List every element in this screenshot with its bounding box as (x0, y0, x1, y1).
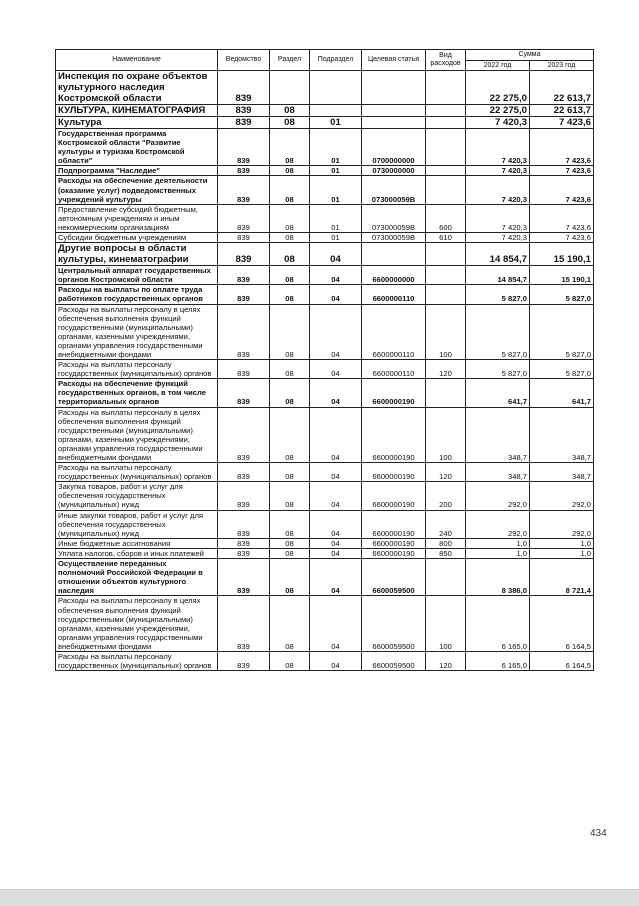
cell-name: Расходы на выплаты персоналу в целях обеспечения выполнения функций государственными (муниципальными) органами, казенными учреждениями, органами управления государственными внебюджетными фондами (56, 407, 218, 463)
cell-sum-2022: 348,7 (466, 463, 530, 482)
cell-section: 08 (270, 176, 310, 204)
table-row (56, 204, 594, 232)
cell-target-article: 6600000110 (362, 285, 426, 304)
cell-subsection: 01 (310, 129, 362, 166)
cell-sum-2022: 1,0 (466, 538, 530, 548)
cell-department: 839 (218, 538, 270, 548)
cell-target-article: 6600059500 (362, 559, 426, 596)
cell-subsection: 01 (310, 166, 362, 176)
table-row (56, 651, 594, 670)
cell-name: Расходы на выплаты персоналу в целях обеспечения выполнения функций государственными (муниципальными) органами, казенными учреждениями, органами управления государственными внебюджетными фондами (56, 304, 218, 360)
cell-department: 839 (218, 285, 270, 304)
cell-sum-2023: 22 613,7 (530, 71, 594, 105)
cell-name: Расходы на обеспечение функций государственных органов, в том числе территориальных органов (56, 379, 218, 407)
cell-section: 08 (270, 482, 310, 510)
cell-expense-kind: 120 (426, 360, 466, 379)
table-row (56, 596, 594, 652)
budget-table-container (55, 49, 593, 671)
cell-sum-2022: 6 165,0 (466, 651, 530, 670)
cell-section: 08 (270, 285, 310, 304)
cell-sum-2022: 292,0 (466, 482, 530, 510)
cell-target-article (362, 71, 426, 105)
cell-section: 08 (270, 117, 310, 129)
cell-sum-2022: 6 165,0 (466, 596, 530, 652)
cell-department: 839 (218, 651, 270, 670)
cell-sum-2023: 641,7 (530, 379, 594, 407)
cell-expense-kind (426, 117, 466, 129)
cell-name: Расходы на выплаты персоналу государственных (муниципальных) органов (56, 360, 218, 379)
cell-expense-kind (426, 105, 466, 117)
cell-subsection: 04 (310, 285, 362, 304)
cell-target-article: 073000059В (362, 204, 426, 232)
cell-subsection: 04 (310, 243, 362, 266)
cell-target-article: 6600000190 (362, 463, 426, 482)
cell-target-article: 073000059В (362, 233, 426, 243)
cell-subsection: 04 (310, 596, 362, 652)
cell-expense-kind (426, 559, 466, 596)
cell-section: 08 (270, 407, 310, 463)
header-year-2023: 2023 год (530, 61, 594, 71)
cell-sum-2023: 1,0 (530, 548, 594, 558)
cell-expense-kind: 610 (426, 233, 466, 243)
cell-subsection (310, 71, 362, 105)
cell-name: Расходы на выплаты по оплате труда работников государственных органов (56, 285, 218, 304)
cell-target-article: 6600000190 (362, 538, 426, 548)
cell-department: 839 (218, 379, 270, 407)
cell-expense-kind: 240 (426, 510, 466, 538)
cell-department: 839 (218, 548, 270, 558)
cell-section: 08 (270, 651, 310, 670)
cell-department: 839 (218, 204, 270, 232)
table-row (56, 463, 594, 482)
table-row (56, 548, 594, 558)
table-row (56, 243, 594, 266)
cell-section: 08 (270, 463, 310, 482)
page-number: 434 (590, 828, 607, 839)
cell-section: 08 (270, 233, 310, 243)
cell-department: 839 (218, 71, 270, 105)
table-row (56, 105, 594, 117)
header-year-2022: 2022 год (466, 61, 530, 71)
cell-expense-kind (426, 266, 466, 285)
cell-target-article: 0700000000 (362, 129, 426, 166)
cell-sum-2023: 348,7 (530, 407, 594, 463)
cell-sum-2023: 5 827,0 (530, 360, 594, 379)
cell-target-article: 073000059В (362, 176, 426, 204)
cell-sum-2022: 14 854,7 (466, 243, 530, 266)
cell-sum-2022: 8 386,0 (466, 559, 530, 596)
cell-sum-2022: 7 420,3 (466, 233, 530, 243)
cell-subsection: 01 (310, 176, 362, 204)
table-row (56, 71, 594, 105)
cell-section: 08 (270, 243, 310, 266)
cell-subsection: 04 (310, 651, 362, 670)
cell-expense-kind: 120 (426, 463, 466, 482)
cell-name: Иные закупки товаров, работ и услуг для обеспечения государственных (муниципальных) нужд (56, 510, 218, 538)
header-target-article: Целевая статья (362, 50, 426, 71)
cell-name: Предоставление субсидий бюджетным, автономным учреждениям и иным некоммерческим организациям (56, 204, 218, 232)
cell-sum-2023: 7 423,6 (530, 176, 594, 204)
cell-sum-2022: 22 275,0 (466, 71, 530, 105)
cell-sum-2023: 6 164,5 (530, 596, 594, 652)
cell-section: 08 (270, 596, 310, 652)
cell-department: 839 (218, 482, 270, 510)
cell-name: Инспекция по охране объектов культурного наследия Костромской области (56, 71, 218, 105)
cell-name: Другие вопросы в области культуры, кинематографии (56, 243, 218, 266)
cell-target-article: 6600000110 (362, 304, 426, 360)
cell-target-article (362, 117, 426, 129)
cell-name: КУЛЬТУРА, КИНЕМАТОГРАФИЯ (56, 105, 218, 117)
cell-sum-2023: 5 827,0 (530, 304, 594, 360)
cell-expense-kind (426, 379, 466, 407)
table-row (56, 304, 594, 360)
cell-subsection: 04 (310, 559, 362, 596)
cell-expense-kind (426, 176, 466, 204)
table-row (56, 176, 594, 204)
cell-section: 08 (270, 510, 310, 538)
cell-sum-2023: 8 721,4 (530, 559, 594, 596)
cell-department: 839 (218, 266, 270, 285)
cell-department: 839 (218, 233, 270, 243)
cell-sum-2023: 5 827,0 (530, 285, 594, 304)
cell-sum-2022: 7 420,3 (466, 176, 530, 204)
cell-name: Центральный аппарат государственных органов Костромской области (56, 266, 218, 285)
table-row (56, 559, 594, 596)
table-row (56, 129, 594, 166)
cell-target-article (362, 243, 426, 266)
cell-target-article: 6600000190 (362, 407, 426, 463)
cell-section: 08 (270, 559, 310, 596)
cell-section: 08 (270, 266, 310, 285)
cell-target-article: 6600059500 (362, 651, 426, 670)
cell-expense-kind: 600 (426, 204, 466, 232)
cell-section: 08 (270, 548, 310, 558)
cell-subsection: 04 (310, 379, 362, 407)
cell-target-article: 6600000110 (362, 360, 426, 379)
cell-name: Субсидии бюджетным учреждениям (56, 233, 218, 243)
cell-sum-2022: 348,7 (466, 407, 530, 463)
bottom-scan-strip (0, 889, 639, 906)
cell-subsection (310, 105, 362, 117)
table-row (56, 360, 594, 379)
cell-subsection: 04 (310, 548, 362, 558)
cell-sum-2023: 6 164,5 (530, 651, 594, 670)
cell-sum-2023: 15 190,1 (530, 243, 594, 266)
cell-department: 839 (218, 166, 270, 176)
cell-sum-2023: 7 423,6 (530, 166, 594, 176)
cell-department: 839 (218, 407, 270, 463)
cell-expense-kind: 100 (426, 407, 466, 463)
table-body (56, 71, 594, 671)
cell-name: Расходы на выплаты персоналу государственных (муниципальных) органов (56, 651, 218, 670)
cell-department: 839 (218, 463, 270, 482)
cell-sum-2023: 1,0 (530, 538, 594, 548)
cell-sum-2022: 641,7 (466, 379, 530, 407)
cell-subsection: 04 (310, 482, 362, 510)
table-row (56, 233, 594, 243)
table-row (56, 538, 594, 548)
cell-name: Иные бюджетные ассигнования (56, 538, 218, 548)
cell-name: Расходы на выплаты персоналу в целях обеспечения выполнения функций государственными (муниципальными) органами, казенными учреждениями, органами управления государственными внебюджетными фондами (56, 596, 218, 652)
cell-department: 839 (218, 596, 270, 652)
table-row (56, 482, 594, 510)
cell-expense-kind (426, 166, 466, 176)
header-sum: Сумма (466, 50, 594, 61)
cell-target-article: 6600000000 (362, 266, 426, 285)
cell-department: 839 (218, 304, 270, 360)
cell-department: 839 (218, 360, 270, 379)
cell-name: Закупка товаров, работ и услуг для обеспечения государственных (муниципальных) нужд (56, 482, 218, 510)
cell-target-article: 6600000190 (362, 510, 426, 538)
cell-sum-2022: 7 420,3 (466, 129, 530, 166)
cell-expense-kind: 100 (426, 596, 466, 652)
cell-department: 839 (218, 105, 270, 117)
cell-subsection: 04 (310, 360, 362, 379)
header-department: Ведомство (218, 50, 270, 71)
header-section: Раздел (270, 50, 310, 71)
table-row (56, 379, 594, 407)
cell-sum-2023: 7 423,6 (530, 117, 594, 129)
cell-name: Государственная программа Костромской области "Развитие культуры и туризма Костромской области" (56, 129, 218, 166)
cell-name: Уплата налогов, сборов и иных платежей (56, 548, 218, 558)
cell-sum-2023: 7 423,6 (530, 204, 594, 232)
cell-section (270, 71, 310, 105)
cell-name: Культура (56, 117, 218, 129)
cell-department: 839 (218, 129, 270, 166)
cell-sum-2023: 7 423,6 (530, 233, 594, 243)
cell-sum-2022: 5 827,0 (466, 360, 530, 379)
cell-department: 839 (218, 176, 270, 204)
cell-sum-2022: 5 827,0 (466, 285, 530, 304)
cell-expense-kind (426, 243, 466, 266)
cell-section: 08 (270, 379, 310, 407)
cell-expense-kind: 200 (426, 482, 466, 510)
cell-sum-2022: 7 420,3 (466, 204, 530, 232)
table-row (56, 407, 594, 463)
cell-target-article: 6600000190 (362, 379, 426, 407)
cell-section: 08 (270, 166, 310, 176)
cell-sum-2022: 292,0 (466, 510, 530, 538)
cell-section: 08 (270, 360, 310, 379)
cell-subsection: 04 (310, 407, 362, 463)
cell-subsection: 04 (310, 510, 362, 538)
cell-sum-2022: 7 420,3 (466, 166, 530, 176)
header-expense-kind: Вид расходов (426, 50, 466, 71)
cell-subsection: 04 (310, 266, 362, 285)
cell-sum-2023: 292,0 (530, 510, 594, 538)
cell-section: 08 (270, 105, 310, 117)
cell-department: 839 (218, 510, 270, 538)
header-name: Наименование (56, 50, 218, 71)
cell-name: Расходы на обеспечение деятельности (оказание услуг) подведомственных учреждений культуры (56, 176, 218, 204)
cell-section: 08 (270, 204, 310, 232)
table-row (56, 510, 594, 538)
cell-sum-2022: 5 827,0 (466, 304, 530, 360)
cell-target-article: 6600000190 (362, 548, 426, 558)
cell-sum-2023: 15 190,1 (530, 266, 594, 285)
cell-name: Осуществление переданных полномочий Российской Федерации в отношении объектов культурного наследия (56, 559, 218, 596)
cell-section: 08 (270, 304, 310, 360)
budget-table (55, 49, 594, 671)
cell-target-article: 0730000000 (362, 166, 426, 176)
cell-department: 839 (218, 559, 270, 596)
cell-sum-2022: 7 420,3 (466, 117, 530, 129)
cell-sum-2023: 348,7 (530, 463, 594, 482)
table-row (56, 166, 594, 176)
table-row (56, 117, 594, 129)
cell-target-article: 6600059500 (362, 596, 426, 652)
cell-sum-2022: 14 854,7 (466, 266, 530, 285)
cell-subsection: 01 (310, 204, 362, 232)
cell-subsection: 01 (310, 117, 362, 129)
cell-department: 839 (218, 117, 270, 129)
table-row (56, 266, 594, 285)
cell-subsection: 04 (310, 304, 362, 360)
cell-target-article (362, 105, 426, 117)
cell-section: 08 (270, 538, 310, 548)
cell-sum-2022: 1,0 (466, 548, 530, 558)
header-subsection: Подраздел (310, 50, 362, 71)
table-row (56, 285, 594, 304)
cell-expense-kind (426, 71, 466, 105)
cell-subsection: 01 (310, 233, 362, 243)
cell-sum-2022: 22 275,0 (466, 105, 530, 117)
cell-sum-2023: 292,0 (530, 482, 594, 510)
cell-name: Расходы на выплаты персоналу государственных (муниципальных) органов (56, 463, 218, 482)
cell-expense-kind: 120 (426, 651, 466, 670)
cell-expense-kind: 800 (426, 538, 466, 548)
cell-subsection: 04 (310, 538, 362, 548)
cell-department: 839 (218, 243, 270, 266)
cell-expense-kind (426, 129, 466, 166)
cell-expense-kind: 100 (426, 304, 466, 360)
cell-subsection: 04 (310, 463, 362, 482)
cell-expense-kind: 850 (426, 548, 466, 558)
cell-target-article: 6600000190 (362, 482, 426, 510)
cell-expense-kind (426, 285, 466, 304)
cell-name: Подпрограмма "Наследие" (56, 166, 218, 176)
cell-sum-2023: 22 613,7 (530, 105, 594, 117)
cell-sum-2023: 7 423,6 (530, 129, 594, 166)
cell-section: 08 (270, 129, 310, 166)
